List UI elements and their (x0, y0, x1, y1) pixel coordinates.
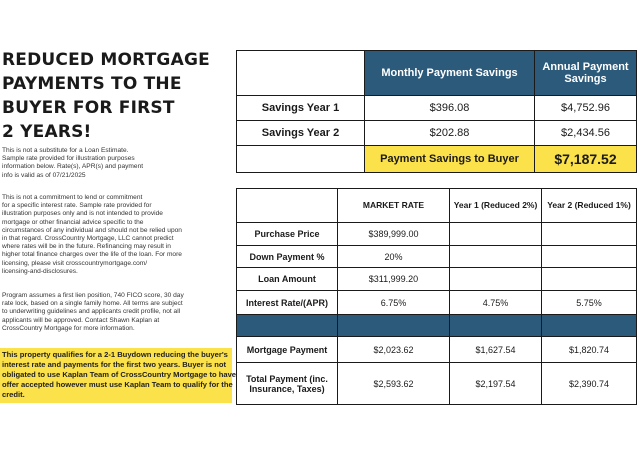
disclaimer-line: applicants will be approved. Contact Shawn Kaplan at (2, 316, 160, 324)
table-row (237, 121, 637, 146)
row-label: Savings Year 1 (237, 96, 365, 121)
year1-cell: $1,627.54 (450, 337, 542, 363)
rate-comparison-table (236, 188, 637, 405)
row-label: Savings Year 2 (237, 121, 365, 146)
disclaimer-line: This is not a commitment to lend or commitment (2, 194, 143, 201)
row-label: Down Payment % (237, 246, 338, 268)
disclaimer-line: rate lock, based on a single family home. All terms are subject (2, 300, 183, 308)
year1-cell (450, 223, 542, 246)
total-savings-label: Payment Savings to Buyer (365, 146, 535, 173)
year1-cell (450, 246, 542, 268)
table-row (237, 363, 637, 405)
callout-line: obligated to use Kaplan Team of CrossCountry Mortgage to have (2, 370, 237, 379)
band-cell (450, 315, 542, 337)
row-label: Total Payment (inc. Insurance, Taxes) (237, 363, 338, 405)
disclaimer-line: to underwriting guidelines and applicants credit profile, not all (2, 308, 181, 316)
year2-cell: $2,390.74 (542, 363, 637, 405)
annual-savings-header: Annual Payment Savings (535, 51, 637, 96)
disclaimer-line: CrossCountry Mortgage for more information. (2, 324, 135, 332)
row-label: Mortgage Payment (237, 337, 338, 363)
commitment-disclaimer (2, 194, 220, 276)
market-cell: $311,999.20 (338, 268, 450, 291)
year1-cell: $2,197.54 (450, 363, 542, 405)
row-label: Purchase Price (237, 223, 338, 246)
callout-line: interest rate and payments for the first two years. Buyer is not (2, 360, 227, 369)
headline-block (2, 48, 220, 144)
total-savings-value: $7,187.52 (535, 146, 637, 173)
callout-line: offer accepted however must use Kaplan Team to qualify for the (2, 380, 233, 389)
year2-cell (542, 268, 637, 291)
buydown-callout (0, 348, 237, 403)
year2-cell (542, 246, 637, 268)
disclaimer-line: illustration purposes only and is not intended to provide (2, 210, 163, 218)
disclaimer-line: where rates will be in the future. Refinancing may result in (2, 243, 171, 251)
annual-savings-cell: $4,752.96 (535, 96, 637, 121)
market-cell: $2,023.62 (338, 337, 450, 363)
year1-cell (450, 268, 542, 291)
band-cell (338, 315, 450, 337)
monthly-savings-cell: $202.88 (365, 121, 535, 146)
market-cell: $2,593.62 (338, 363, 450, 405)
market-cell: 20% (338, 246, 450, 268)
table-row (237, 96, 637, 121)
disclaimer-line: information below. Rate(s), APR(s) and payment (2, 163, 144, 171)
table-row (237, 246, 637, 268)
disclaimer-line: higher total finance charges over the life of the loan. For more (2, 251, 182, 259)
headline-line: BUYER FOR FIRST (2, 98, 175, 118)
year1-header: Year 1 (Reduced 2%) (450, 189, 542, 223)
total-empty-cell (237, 146, 365, 173)
market-cell: $389,999.00 (338, 223, 450, 246)
disclaimer-line: Sample rate provided for illustration purposes (2, 155, 135, 163)
disclaimer-line: mortgage or other financial advice specific to the (2, 218, 144, 226)
headline-line: PAYMENTS TO THE (2, 74, 182, 94)
table-row (237, 337, 637, 363)
headline (2, 48, 220, 144)
year2-cell: 5.75% (542, 291, 637, 315)
monthly-savings-cell: $396.08 (365, 96, 535, 121)
disclaimer-line: in that regard. CrossCountry Mortgage, LLC cannot predict (2, 235, 174, 243)
table-row (237, 223, 637, 246)
program-disclaimer (2, 292, 220, 333)
table-row (237, 291, 637, 315)
table-row (237, 268, 637, 291)
disclaimer-line: circumstances of any individual and should not be relied upon (2, 226, 182, 234)
row-label: Loan Amount (237, 268, 338, 291)
market-rate-header: MARKET RATE (338, 189, 450, 223)
headline-line: 2 YEARS! (2, 122, 92, 142)
year2-cell: $1,820.74 (542, 337, 637, 363)
annual-savings-cell: $2,434.56 (535, 121, 637, 146)
disclaimer-line: Program assumes a first lien position, 740 FICO score, 30 day (2, 292, 184, 299)
callout-line: This property qualifies for a 2-1 Buydown reducing the buyer's (2, 350, 228, 359)
band-cell (237, 315, 338, 337)
disclaimer-line: for a specific interest rate. Sample rate provided for (2, 202, 152, 210)
row-label: Interest Rate/(APR) (237, 291, 338, 315)
disclaimer-line: info is valid as of 07/21/2025 (2, 171, 86, 179)
savings-table (236, 50, 637, 173)
disclaimer-line: licensing-and-disclosures. (2, 267, 78, 275)
savings-header-empty (237, 51, 365, 96)
savings-header-row (237, 51, 637, 96)
year2-cell (542, 223, 637, 246)
comparison-header-row (237, 189, 637, 223)
savings-total-row (237, 146, 637, 173)
band-cell (542, 315, 637, 337)
year2-header: Year 2 (Reduced 1%) (542, 189, 637, 223)
disclaimer-line: licensing, please visit crosscountrymortgage.com/ (2, 259, 148, 267)
disclaimer-line: This is not a substitute for a Loan Estimate. (2, 147, 129, 154)
market-cell: 6.75% (338, 291, 450, 315)
callout-line: credit. (2, 390, 25, 399)
comparison-header-empty (237, 189, 338, 223)
year1-cell: 4.75% (450, 291, 542, 315)
headline-line: REDUCED MORTGAGE (2, 50, 210, 70)
monthly-savings-header: Monthly Payment Savings (365, 51, 535, 96)
divider-band-row (237, 315, 637, 337)
loan-estimate-disclaimer (2, 147, 220, 180)
